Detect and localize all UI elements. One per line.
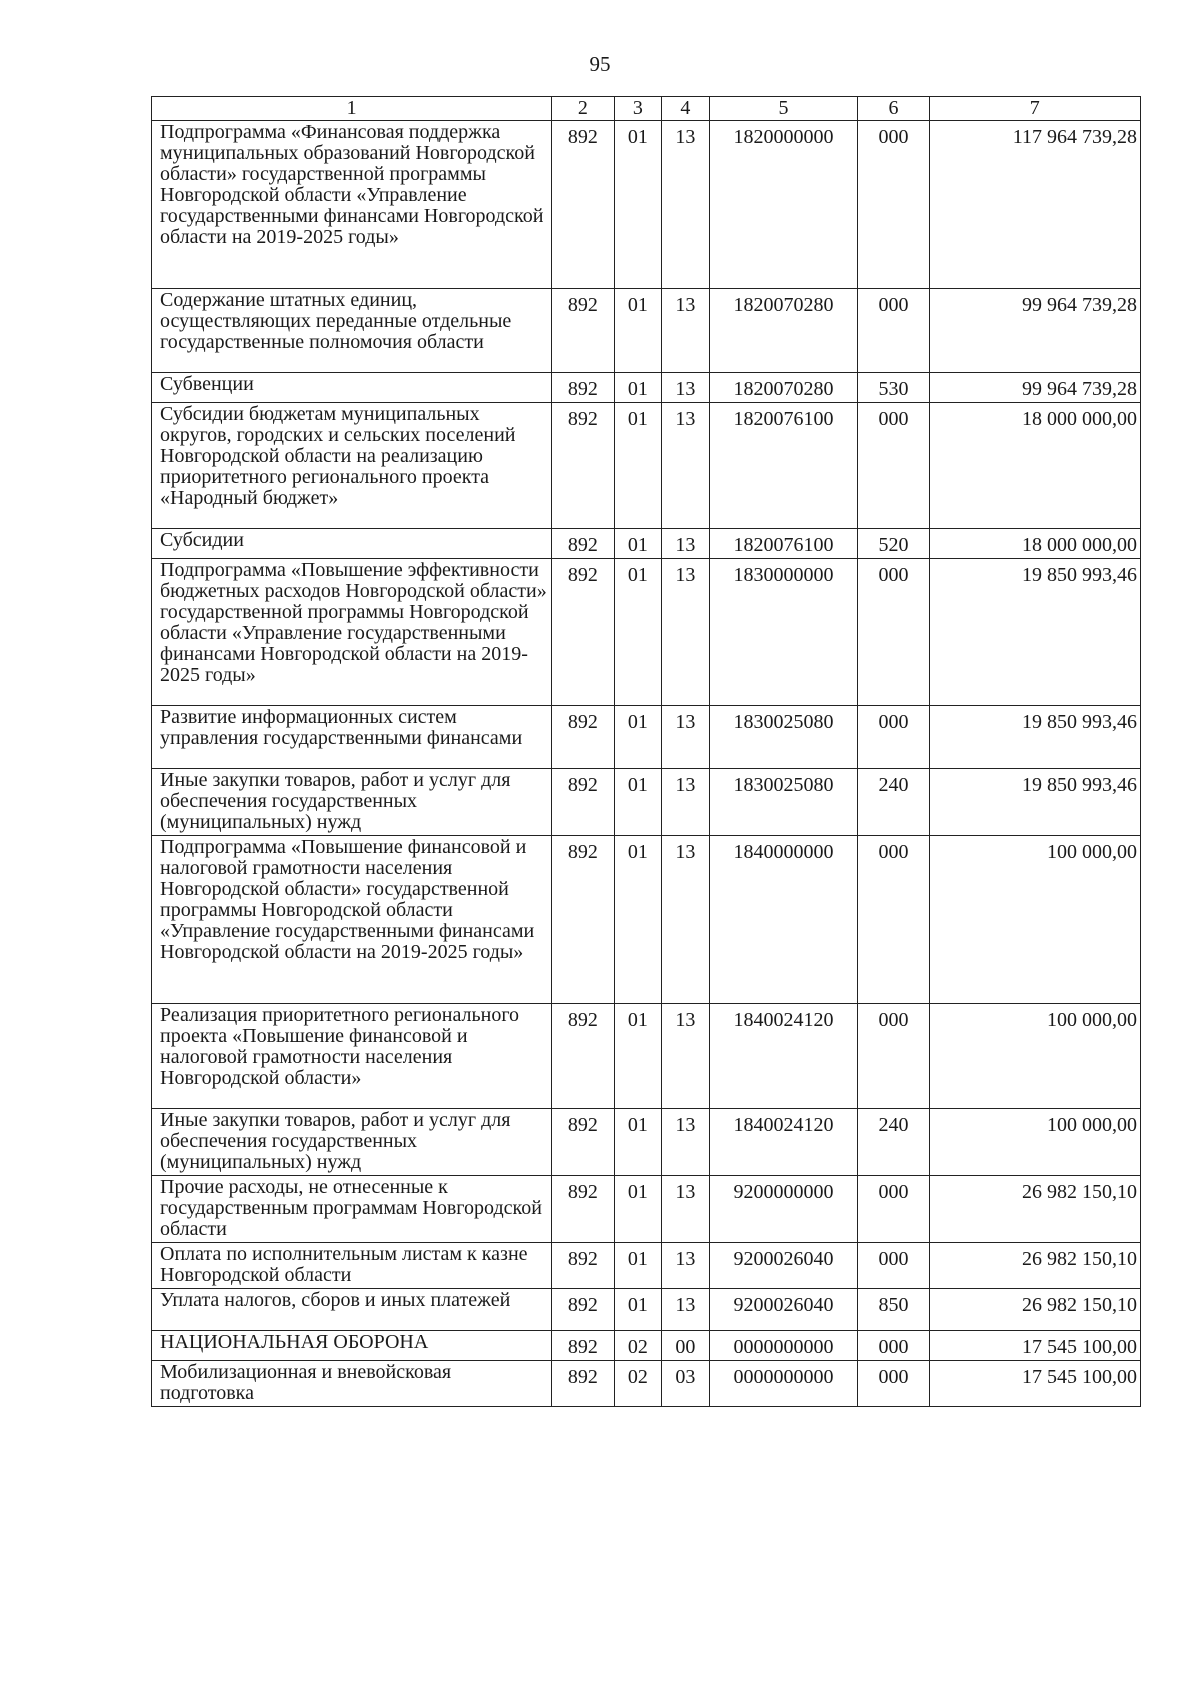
row-code-cell: 01	[614, 529, 661, 559]
table-row	[152, 1176, 1141, 1243]
row-code-cell: 892	[552, 121, 615, 289]
row-code-cell: 1820070280	[709, 373, 858, 403]
page-number: 95	[589, 52, 611, 76]
table-header-row	[152, 97, 1141, 121]
row-code-cell: 01	[614, 559, 661, 706]
row-code-cell: 892	[552, 1004, 615, 1109]
row-code-cell: 000	[858, 121, 929, 289]
row-code-cell: 02	[614, 1361, 661, 1407]
row-amount-cell: 17 545 100,00	[929, 1361, 1140, 1407]
row-name-cell: Иные закупки товаров, работ и услуг для обеспечения государственных (муниципальных) нужд	[152, 769, 552, 836]
row-code-cell: 000	[858, 1176, 929, 1243]
row-code-cell: 02	[614, 1331, 661, 1361]
row-code-cell: 000	[858, 706, 929, 769]
row-code-cell: 13	[662, 403, 709, 529]
row-code-cell: 0000000000	[709, 1331, 858, 1361]
column-header: 2	[552, 97, 615, 121]
row-code-cell: 1830025080	[709, 706, 858, 769]
table-row	[152, 836, 1141, 1004]
table-row	[152, 559, 1141, 706]
row-code-cell: 13	[662, 529, 709, 559]
row-code-cell: 13	[662, 289, 709, 373]
row-code-cell: 892	[552, 1176, 615, 1243]
row-code-cell: 01	[614, 121, 661, 289]
row-code-cell: 000	[858, 403, 929, 529]
row-name-cell: Субвенции	[152, 373, 552, 403]
row-code-cell: 892	[552, 559, 615, 706]
row-code-cell: 850	[858, 1289, 929, 1331]
row-code-cell: 892	[552, 706, 615, 769]
row-amount-cell: 18 000 000,00	[929, 403, 1140, 529]
row-code-cell: 0000000000	[709, 1361, 858, 1407]
row-name-cell: Развитие информационных систем управления государственными финансами	[152, 706, 552, 769]
row-code-cell: 01	[614, 769, 661, 836]
table-row	[152, 1004, 1141, 1109]
table-body	[152, 121, 1141, 1407]
row-name-cell: Прочие расходы, не отнесенные к государственным программам Новгородской области	[152, 1176, 552, 1243]
row-amount-cell: 100 000,00	[929, 1109, 1140, 1176]
row-code-cell: 13	[662, 373, 709, 403]
row-name-cell: Реализация приоритетного регионального проекта «Повышение финансовой и налоговой грамотности населения Новгородской области»	[152, 1004, 552, 1109]
row-code-cell: 892	[552, 289, 615, 373]
row-amount-cell: 117 964 739,28	[929, 121, 1140, 289]
row-code-cell: 13	[662, 1109, 709, 1176]
row-code-cell: 1840024120	[709, 1004, 858, 1109]
row-name-cell: Иные закупки товаров, работ и услуг для обеспечения государственных (муниципальных) нужд	[152, 1109, 552, 1176]
row-code-cell: 000	[858, 1004, 929, 1109]
row-code-cell: 892	[552, 1289, 615, 1331]
row-amount-cell: 100 000,00	[929, 836, 1140, 1004]
row-code-cell: 000	[858, 1331, 929, 1361]
row-name-cell: Оплата по исполнительным листам к казне Новгородской области	[152, 1243, 552, 1289]
row-code-cell: 892	[552, 1243, 615, 1289]
row-code-cell: 000	[858, 1361, 929, 1407]
row-amount-cell: 19 850 993,46	[929, 559, 1140, 706]
row-code-cell: 1820000000	[709, 121, 858, 289]
row-amount-cell: 100 000,00	[929, 1004, 1140, 1109]
table-row	[152, 529, 1141, 559]
row-code-cell: 9200026040	[709, 1289, 858, 1331]
table-row	[152, 403, 1141, 529]
row-code-cell: 01	[614, 1289, 661, 1331]
table-row	[152, 1331, 1141, 1361]
row-code-cell: 892	[552, 529, 615, 559]
row-code-cell: 892	[552, 836, 615, 1004]
row-code-cell: 892	[552, 769, 615, 836]
row-code-cell: 892	[552, 373, 615, 403]
row-amount-cell: 18 000 000,00	[929, 529, 1140, 559]
column-header: 5	[709, 97, 858, 121]
row-code-cell: 13	[662, 559, 709, 706]
row-code-cell: 1820070280	[709, 289, 858, 373]
row-code-cell: 892	[552, 1331, 615, 1361]
row-amount-cell: 26 982 150,10	[929, 1243, 1140, 1289]
row-code-cell: 01	[614, 1004, 661, 1109]
row-code-cell: 1830000000	[709, 559, 858, 706]
column-header: 1	[152, 97, 552, 121]
row-code-cell: 01	[614, 1176, 661, 1243]
row-code-cell: 520	[858, 529, 929, 559]
row-code-cell: 240	[858, 1109, 929, 1176]
row-code-cell: 01	[614, 1109, 661, 1176]
row-name-cell: НАЦИОНАЛЬНАЯ ОБОРОНА	[152, 1331, 552, 1361]
row-code-cell: 1840024120	[709, 1109, 858, 1176]
table-row	[152, 769, 1141, 836]
table-row	[152, 1361, 1141, 1407]
row-name-cell: Подпрограмма «Повышение финансовой и налоговой грамотности населения Новгородской области» государственной программы Новгородской области «Управление государственными финансами Новгородской области на 2019-2025 годы»	[152, 836, 552, 1004]
column-header: 4	[662, 97, 709, 121]
row-code-cell: 240	[858, 769, 929, 836]
row-code-cell: 03	[662, 1361, 709, 1407]
table-row	[152, 1109, 1141, 1176]
row-code-cell: 1820076100	[709, 529, 858, 559]
row-name-cell: Мобилизационная и вневойсковая подготовка	[152, 1361, 552, 1407]
row-code-cell: 13	[662, 836, 709, 1004]
row-code-cell: 13	[662, 706, 709, 769]
table-row	[152, 121, 1141, 289]
row-code-cell: 01	[614, 836, 661, 1004]
row-code-cell: 01	[614, 403, 661, 529]
row-amount-cell: 26 982 150,10	[929, 1289, 1140, 1331]
table-row	[152, 289, 1141, 373]
row-code-cell: 01	[614, 289, 661, 373]
table-row	[152, 373, 1141, 403]
row-code-cell: 9200026040	[709, 1243, 858, 1289]
row-code-cell: 000	[858, 559, 929, 706]
row-amount-cell: 19 850 993,46	[929, 769, 1140, 836]
row-amount-cell: 99 964 739,28	[929, 373, 1140, 403]
table-row	[152, 1289, 1141, 1331]
row-name-cell: Субсидии	[152, 529, 552, 559]
row-amount-cell: 26 982 150,10	[929, 1176, 1140, 1243]
row-name-cell: Подпрограмма «Повышение эффективности бюджетных расходов Новгородской области» государственной программы Новгородской области «Управление государственными финансами Новгородской области на 2019-2025 годы»	[152, 559, 552, 706]
row-code-cell: 530	[858, 373, 929, 403]
row-name-cell: Содержание штатных единиц, осуществляющих переданные отдельные государственные полномочия области	[152, 289, 552, 373]
row-code-cell: 13	[662, 1243, 709, 1289]
row-code-cell: 13	[662, 121, 709, 289]
row-code-cell: 892	[552, 1109, 615, 1176]
row-code-cell: 13	[662, 769, 709, 836]
row-amount-cell: 17 545 100,00	[929, 1331, 1140, 1361]
table-row	[152, 706, 1141, 769]
row-amount-cell: 19 850 993,46	[929, 706, 1140, 769]
row-amount-cell: 99 964 739,28	[929, 289, 1140, 373]
row-code-cell: 9200000000	[709, 1176, 858, 1243]
column-header: 3	[614, 97, 661, 121]
row-code-cell: 13	[662, 1289, 709, 1331]
row-code-cell: 1830025080	[709, 769, 858, 836]
row-name-cell: Уплата налогов, сборов и иных платежей	[152, 1289, 552, 1331]
row-code-cell: 00	[662, 1331, 709, 1361]
row-code-cell: 000	[858, 289, 929, 373]
row-code-cell: 892	[552, 1361, 615, 1407]
row-code-cell: 13	[662, 1004, 709, 1109]
budget-table	[151, 96, 1141, 1407]
row-code-cell: 01	[614, 373, 661, 403]
row-name-cell: Субсидии бюджетам муниципальных округов, городских и сельских поселений Новгородской области на реализацию приоритетного регионального проекта «Народный бюджет»	[152, 403, 552, 529]
column-header: 6	[858, 97, 929, 121]
row-code-cell: 13	[662, 1176, 709, 1243]
row-code-cell: 892	[552, 403, 615, 529]
row-name-cell: Подпрограмма «Финансовая поддержка муниципальных образований Новгородской области» государственной программы Новгородской области «Управление государственными финансами Новгородской области на 2019-2025 годы»	[152, 121, 552, 289]
row-code-cell: 000	[858, 1243, 929, 1289]
column-header: 7	[929, 97, 1140, 121]
row-code-cell: 1840000000	[709, 836, 858, 1004]
row-code-cell: 1820076100	[709, 403, 858, 529]
row-code-cell: 01	[614, 706, 661, 769]
table-row	[152, 1243, 1141, 1289]
row-code-cell: 01	[614, 1243, 661, 1289]
row-code-cell: 000	[858, 836, 929, 1004]
